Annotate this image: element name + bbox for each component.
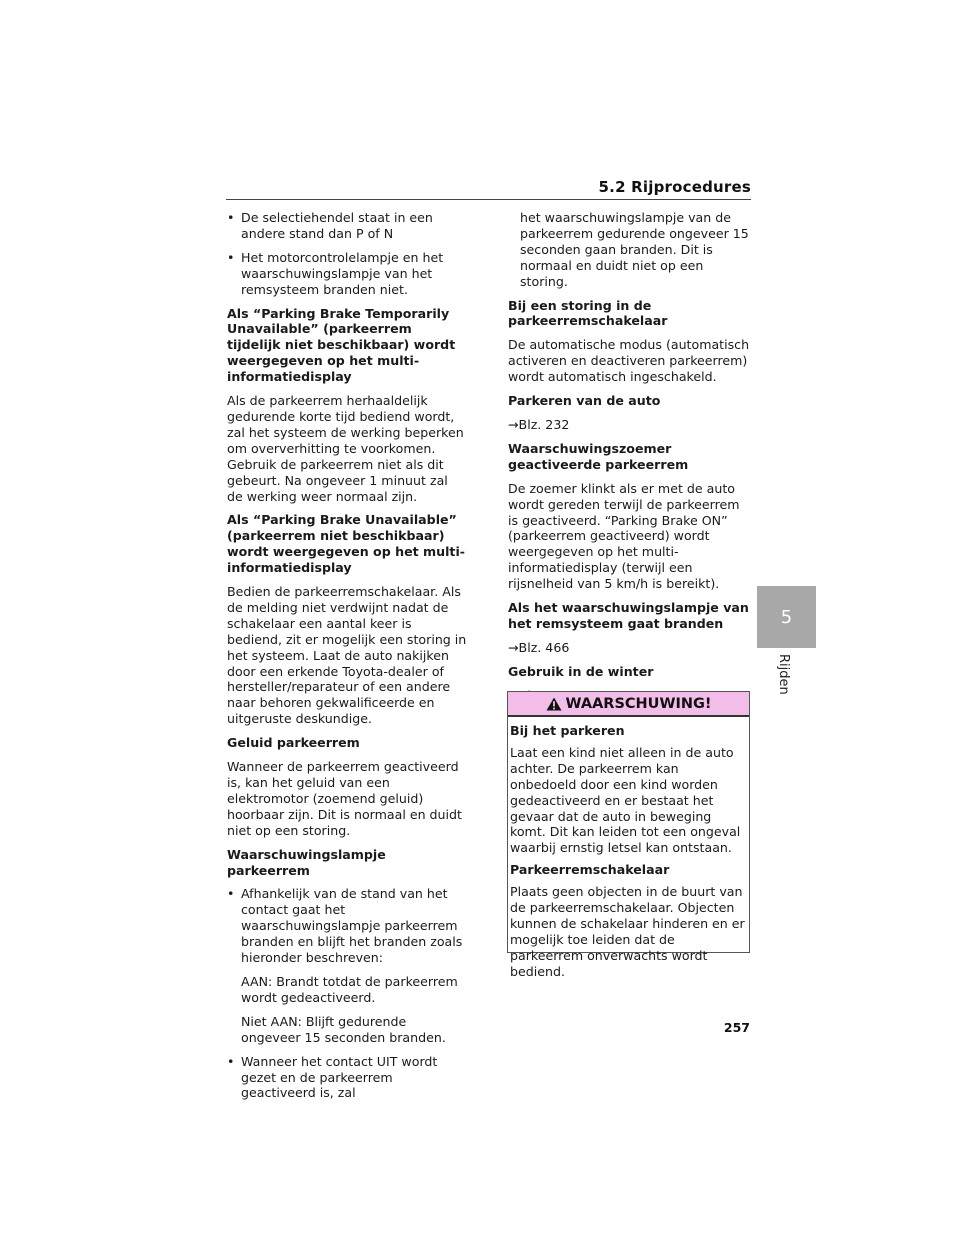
warning-box bbox=[507, 691, 750, 979]
paragraph-unavailable: Bedien de parkeerremschakelaar. Als de melding niet verdwijnt nadat de schakelaar een aantal keer is bediend, zit er mogelijk een storing in het systeem. Laat de auto nakijken door een erkende Toyota-dealer of hersteller/reparateur of een andere naar behoren gekwalificeerde en uitgeruste deskundige. bbox=[227, 584, 467, 727]
section-title: 5.2 Rijprocedures bbox=[598, 178, 751, 196]
bullet-icon: • bbox=[227, 210, 235, 225]
warning-body bbox=[508, 717, 749, 980]
page-number: 257 bbox=[723, 1020, 750, 1035]
warning-triangle-icon bbox=[546, 697, 562, 711]
chapter-label: Rijden bbox=[776, 654, 791, 695]
bullet-icon: • bbox=[227, 249, 235, 265]
warning-title: WAARSCHUWING! bbox=[565, 695, 712, 712]
warning-paragraph-parking: Laat een kind niet alleen in de auto achter. De parkeerrem kan onbedoeld door een kind worden gedeactiveerd en er bestaat het gevaar dat de auto in beweging komt. Dit kan leiden tot een ongeval waarbij ernstig letsel kan ontstaan. bbox=[510, 744, 741, 856]
paragraph-switch-fault: De automatische modus (automatisch activeren en deactiveren parkeerrem) wordt automatisch ingeschakeld. bbox=[508, 337, 750, 385]
list-item: • Het motorcontrolelampje en het waarschuwingslampje van het remsysteem branden niet. bbox=[227, 249, 444, 297]
heading-switch-fault: Bij een storing in de parkeerremschakelaar bbox=[508, 297, 668, 329]
chapter-number: 5 bbox=[780, 606, 793, 628]
warning-heading-parking: Bij het parkeren bbox=[510, 723, 625, 738]
bullet-icon: • bbox=[227, 1053, 235, 1069]
heading-winter: Gebruik in de winter bbox=[508, 663, 654, 679]
sub-item-on: AAN: Brandt totdat de parkeerrem wordt gedeactiveerd. bbox=[241, 973, 458, 1005]
sub-item-off: Niet AAN: Blijft gedurende ongeveer 15 seconden branden. bbox=[241, 1013, 446, 1045]
heading-buzzer: Waarschuwingszoemer geactiveerde parkeerrem bbox=[508, 440, 689, 472]
paragraph-sound: Wanneer de parkeerrem geactiveerd is, kan het geluid van een elektromotor (zoemend geluid) hoorbaar zijn. Dit is normaal en duidt niet op een storing. bbox=[227, 759, 462, 838]
warning-heading-switch: Parkeerremschakelaar bbox=[510, 862, 670, 878]
continued-bullet-text: het waarschuwingslampje van de parkeerrem gedurende ongeveer 15 seconden gaan branden. Dit is normaal en duidt niet op een storing. bbox=[520, 210, 749, 289]
right-column bbox=[508, 210, 751, 712]
heading-unavailable: Als “Parking Brake Unavailable” (parkeerrem niet beschikbaar) wordt weergegeven op het multi-informatiedisplay bbox=[227, 512, 465, 576]
warning-header bbox=[508, 692, 749, 717]
heading-sound: Geluid parkeerrem bbox=[227, 735, 360, 751]
chapter-tab bbox=[757, 586, 816, 648]
list-item: • Wanneer het contact UIT wordt gezet en de parkeerrem geactiveerd is, zal bbox=[227, 1053, 438, 1101]
list-item: • De selectiehendel staat in een andere stand dan P of N bbox=[227, 210, 433, 241]
left-column bbox=[227, 210, 467, 1109]
header-divider bbox=[226, 199, 751, 200]
warning-paragraph-switch: Plaats geen objecten in de buurt van de parkeerremschakelaar. Objecten kunnen de schakelaar hinderen en er mogelijk toe leiden dat de parkeerrem onverwachts wordt bediend. bbox=[510, 884, 745, 979]
heading-brake-light: Als het waarschuwingslampje van het remsysteem gaat branden bbox=[508, 600, 749, 631]
paragraph-temp-unavailable: Als de parkeerrem herhaaldelijk gedurende korte tijd bediend wordt, zal het systeem de werking beperken om oververhitting te voorkomen. Gebruik de parkeerrem niet als dit gebeurt. Na ongeveer 1 minuut zal de werking weer normaal zijn. bbox=[227, 393, 464, 504]
list-item: • Afhankelijk van de stand van het contact gaat het waarschuwingslampje parkeerrem branden en blijft het branden zoals hieronder beschreven: bbox=[227, 886, 463, 966]
heading-warning-light: Waarschuwingslampje parkeerrem bbox=[227, 846, 386, 878]
heading-temp-unavailable: Als “Parking Brake Temporarily Unavailable” (parkeerrem tijdelijk niet beschikbaar) wordt weergegeven op het multi-informatiedisplay bbox=[227, 305, 456, 385]
page-reference-brake-light: →Blz. 466 bbox=[508, 639, 570, 655]
page-reference-parking: →Blz. 232 bbox=[508, 416, 570, 432]
bullet-icon: • bbox=[227, 886, 235, 902]
paragraph-buzzer: De zoemer klinkt als er met de auto wordt gereden terwijl de parkeerrem is geactiveerd. “Parking Brake ON” (parkeerrem geactiveerd) wordt weergegeven op het multi-informatiedisplay (terwijl een rijsnelheid van 5 km/h is bereikt). bbox=[508, 480, 740, 592]
heading-parking: Parkeren van de auto bbox=[508, 393, 661, 409]
